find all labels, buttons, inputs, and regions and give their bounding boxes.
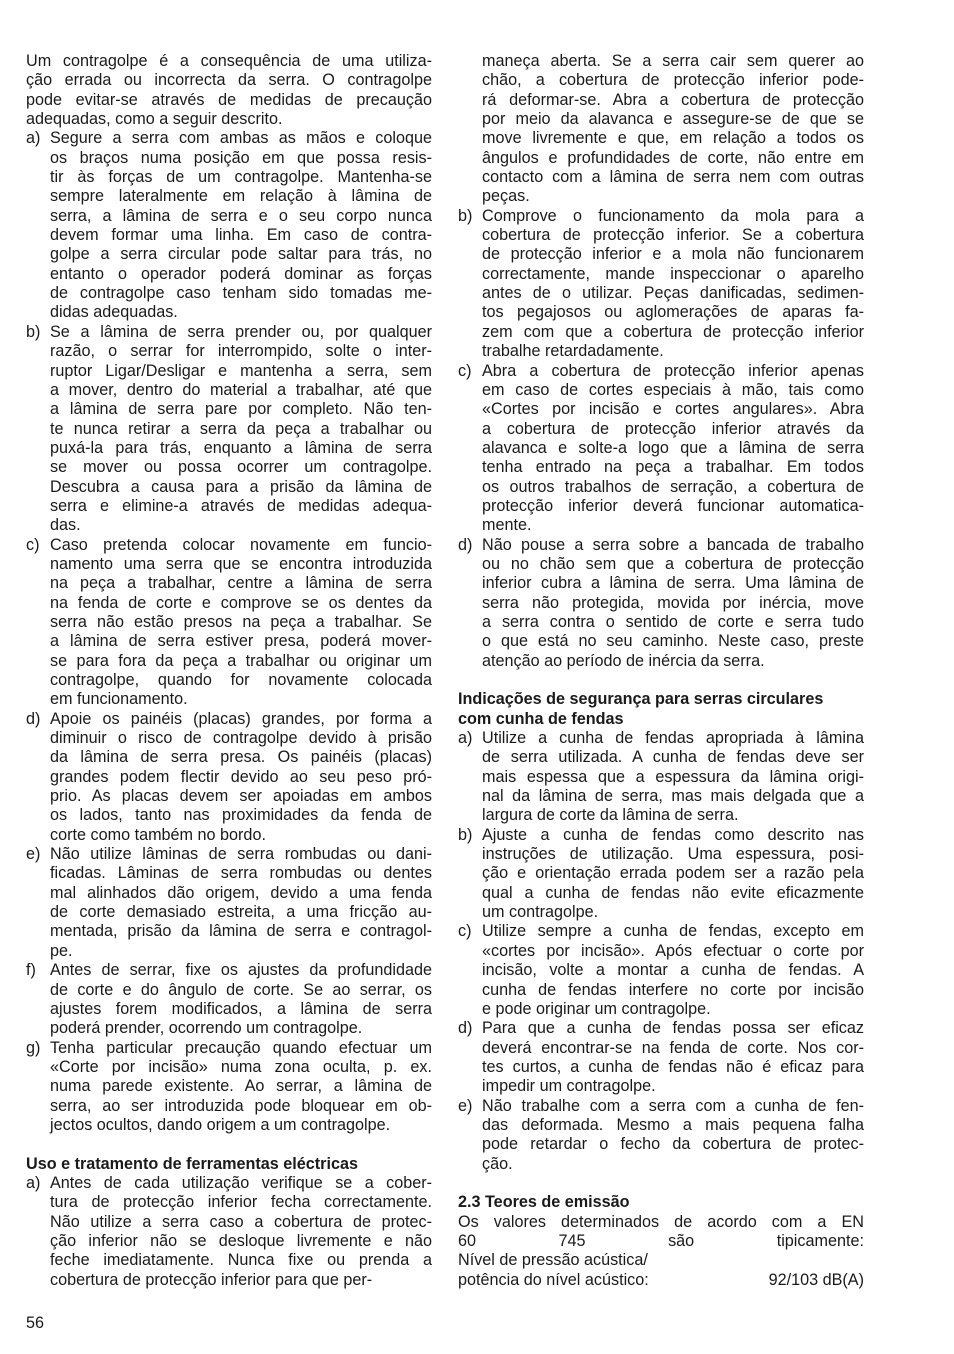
- list-item-text: [482, 922, 864, 1019]
- text-line: pode evitar-se através de medidas de precaução: [26, 90, 432, 109]
- text-line: tir às forças de um contragolpe. Mantenha-se: [50, 168, 432, 187]
- spacer: [458, 1174, 864, 1193]
- text-line: cobertura de protecção inferior para que per-: [50, 1270, 373, 1289]
- text-line: Não utilize lâminas de serra rombudas ou dani-: [50, 845, 432, 864]
- list-item: [458, 1019, 864, 1096]
- list-item-label: c): [458, 361, 472, 380]
- list-item-text: [482, 207, 864, 362]
- text-line: Apoie os painéis (placas) grandes, por forma a: [50, 709, 432, 728]
- text-line: um contragolpe.: [482, 903, 599, 922]
- list-item: [458, 536, 864, 671]
- text-line: na peça a trabalhar, centre a lâmina de serra: [50, 574, 432, 593]
- spacer: [458, 671, 864, 690]
- text-line: prio. As placas devem ser apoiadas em ambos: [50, 787, 432, 806]
- text-line: serra, ao ser introduzida pode bloquear em ob-: [50, 1096, 432, 1115]
- text-line: didas adequadas.: [50, 303, 178, 322]
- text-line: se para fora da peça a trabalhar ou originar um: [50, 651, 432, 670]
- text-line: mais espessa que a espessura da lâmina origi-: [482, 767, 864, 786]
- list-item-label: a): [458, 729, 473, 748]
- text-line: antes de o utilizar. Peças danificadas, sedimen-: [482, 284, 864, 303]
- text-line: de contragolpe caso tenham sido tomadas me-: [50, 284, 432, 303]
- text-line: ruptor Ligar/Desligar e mantenha a serra, sem: [50, 361, 432, 380]
- text-line: de corte demasiado estreita, a uma fricção au-: [50, 903, 432, 922]
- text-line: Os valores determinados de acordo com a EN: [458, 1212, 864, 1231]
- list-item-label: g): [26, 1038, 41, 1057]
- section-heading: Uso e tratamento de ferramentas eléctricas: [26, 1154, 358, 1173]
- list-item-text: [50, 323, 432, 536]
- text-line: ou no chão sem que a cobertura de protecção: [482, 554, 864, 573]
- text-line: serra não estão presos na peça a trabalhar. Se: [50, 612, 432, 631]
- text-line: peças.: [482, 187, 530, 206]
- list-item: [26, 1174, 432, 1290]
- list-item-text: [482, 729, 864, 826]
- list-item-text: [50, 1174, 432, 1290]
- list-item-text: [50, 536, 432, 710]
- text-line: Antes de serrar, fixe os ajustes da profundidade: [50, 961, 432, 980]
- text-line: Não pouse a serra sobre a bancada de trabalho: [482, 535, 864, 554]
- text-line: zem com que a cobertura de protecção inferior: [482, 322, 864, 341]
- text-line: ângulos e profundidades de corte, não entre em: [482, 148, 864, 167]
- list-item: [458, 922, 864, 1019]
- text-line: corte como também no bordo.: [50, 825, 266, 844]
- heading-line: com cunha de fendas: [458, 709, 624, 728]
- list-item-text: [482, 1097, 864, 1174]
- text-line: move livremente e que, em relação a todos os: [482, 129, 864, 148]
- text-line: a lâmina de serra pare por completo. Não ten-: [50, 400, 432, 419]
- text-line: a mover, dentro do material a trabalhar, até que: [50, 380, 432, 399]
- list-item: [458, 826, 864, 923]
- list-item-label: d): [26, 709, 41, 728]
- text-line: de serra utilizada. A cunha de fendas deve ser: [482, 748, 864, 767]
- emission-label: potência do nível acústico:: [458, 1270, 649, 1289]
- emission-value-row: [458, 1271, 864, 1290]
- list-item: [458, 729, 864, 826]
- text-line: diminuir o risco de contragolpe devido à prisão: [50, 729, 432, 748]
- text-line: incisão, volte a montar a cunha de fendas. A: [482, 961, 864, 980]
- text-line: tos pegajosos ou aglomerações de aparas fa-: [482, 303, 864, 322]
- list-item-label: f): [26, 961, 36, 980]
- text-line: qual a cunha de fendas não evite eficazmente: [482, 883, 864, 902]
- list-item-text: [50, 845, 432, 961]
- list-item-label: e): [458, 1096, 473, 1115]
- text-line: tenha entrado na peça a trabalhar. Em todos: [482, 458, 864, 477]
- intro-paragraph: [26, 52, 432, 129]
- text-line: sempre lateralmente em relação à lâmina de: [50, 187, 432, 206]
- page-number: 56: [26, 1314, 45, 1332]
- text-line: pe.: [50, 941, 73, 960]
- list-item: [26, 129, 432, 322]
- text-line: contragolpe, quando for novamente colocada: [50, 671, 432, 689]
- list-item-label: a): [26, 129, 41, 148]
- text-line: se mover ou possa ocorrer um contragolpe.: [50, 458, 432, 477]
- text-line: feche imediatamente. Nunca fixe ou prenda a: [50, 1251, 432, 1270]
- text-line: cobertura de protecção inferior. Se a cobertura: [482, 226, 864, 245]
- right-column: [458, 52, 864, 1290]
- text-line: instruções de utilização. Uma espessura, posi-: [482, 845, 864, 864]
- text-line: das deformada. Mesmo a mais pequena falha: [482, 1115, 864, 1134]
- text-line: Utilize sempre a cunha de fendas, excepto em: [482, 922, 864, 941]
- text-line: contacto com a lâmina de serra nem com outras: [482, 168, 864, 187]
- text-line: razão, o serrar for interrompido, solte o inter-: [50, 342, 432, 361]
- heading-line: Indicações de segurança para serras circulares: [458, 690, 824, 709]
- text-line: ção e orientação errada podem ser a razão pela: [482, 864, 864, 883]
- text-line: maneça aberta. Se a serra cair sem querer ao: [482, 52, 864, 70]
- text-line: devem formar uma linha. Em caso de contra-: [50, 226, 432, 245]
- text-line: serra, a lâmina de serra e o seu corpo nunca: [50, 206, 432, 225]
- list-item-text: [482, 536, 864, 671]
- text-line: trabalhe retardadamente.: [482, 342, 664, 361]
- list-item: [26, 710, 432, 845]
- text-line: cunha de fendas interfere no corte por incisão: [482, 980, 864, 999]
- list-item-text: [482, 1019, 864, 1096]
- list-item-label: a): [26, 1173, 41, 1192]
- list-item-label: b): [458, 206, 473, 225]
- text-line: mentada, prisão da lâmina de serra e contragol-: [50, 922, 432, 941]
- text-line: a lâmina de serra estiver presa, poderá mover-: [50, 632, 432, 651]
- text-line: Abra a cobertura de protecção inferior apenas: [482, 361, 864, 380]
- text-line: a cobertura de protecção inferior através da: [482, 419, 864, 438]
- text-line: e pode originar um contragolpe.: [482, 999, 711, 1018]
- text-line: namento uma serra que se encontra introduzida: [50, 554, 432, 573]
- text-line: puxá-la para trás, enquanto a lâmina de serra: [50, 438, 432, 457]
- emission-value: 92/103 dB(A): [768, 1270, 864, 1289]
- list-item: [458, 207, 864, 362]
- text-line: tura de protecção inferior fecha correctamente.: [50, 1193, 432, 1212]
- text-line: de corte e do ângulo de corte. Se ao serrar, os: [50, 980, 432, 999]
- text-line: ção errada ou incorrecta da serra. O contragolpe: [26, 71, 432, 90]
- spacer: [26, 1135, 432, 1154]
- text-line: de protecção inferior e a mola não funcionarem: [482, 245, 864, 264]
- text-line: o que está no seu caminho. Neste caso, preste: [482, 632, 864, 651]
- text-line: em caso de cortes especiais à mão, tais como: [482, 380, 864, 399]
- text-line: entanto o operador poderá dominar as forças: [50, 264, 432, 283]
- section-heading: [458, 690, 864, 729]
- emission-paragraph: [458, 1213, 864, 1271]
- text-line: ção.: [482, 1154, 513, 1173]
- text-line: da lâmina de serra presa. Os painéis (placas): [50, 748, 432, 767]
- text-line: mal alinhados dão origem, devido a uma fenda: [50, 883, 432, 902]
- list-item-text: [482, 826, 864, 923]
- text-line: Um contragolpe é a consequência de uma utiliza-: [26, 52, 432, 70]
- text-line: numa parede existente. Ao serrar, a lâmina de: [50, 1077, 432, 1096]
- list-item: [26, 323, 432, 536]
- text-line: os lados, tanto nas proximidades da fenda de: [50, 806, 432, 825]
- text-line: protecção inferior deverá funcionar automatica-: [482, 496, 864, 515]
- text-line: Utilize a cunha de fendas apropriada à lâmina: [482, 729, 864, 748]
- list-item-text: [482, 52, 864, 207]
- text-line: grandes podem flectir devido ao seu peso pró-: [50, 767, 432, 786]
- text-line: Segure a serra com ambas as mãos e coloque: [50, 129, 432, 148]
- text-line: Para que a cunha de fendas possa ser eficaz: [482, 1019, 864, 1038]
- list-item: [458, 1097, 864, 1174]
- list-item-text: [50, 1039, 432, 1136]
- text-line: alavanca e solte-a logo que a lâmina de serra: [482, 438, 864, 457]
- text-line: mente.: [482, 516, 532, 535]
- text-line: serra não protegida, movida por inércia, move: [482, 593, 864, 612]
- text-line: a serra contra o sentido de corte e serra tudo: [482, 612, 864, 631]
- list-item: [26, 1039, 432, 1136]
- text-line: Tenha particular precaução quando efectuar um: [50, 1038, 432, 1057]
- text-line: ajustes forem modificados, a lâmina de serra: [50, 999, 432, 1018]
- list-item-label: c): [26, 535, 40, 554]
- list-item-text: [50, 129, 432, 322]
- text-line: Descubra a causa para a prisão da lâmina de: [50, 477, 432, 496]
- left-column: [26, 52, 432, 1290]
- text-line: Ajuste a cunha de fendas como descrito nas: [482, 825, 864, 844]
- list-item-label: b): [26, 322, 41, 341]
- list-item-label: e): [26, 845, 41, 864]
- text-line: impedir um contragolpe.: [482, 1077, 656, 1096]
- text-line: inferior cubra a lâmina de serra. Uma lâmina de: [482, 574, 864, 593]
- text-line: ção inferior não se desloque livremente e não: [50, 1231, 432, 1250]
- text-line: «Cortes por incisão e cortes angulares». Abra: [482, 400, 864, 419]
- list-item-label: d): [458, 535, 473, 554]
- text-line: «cortes por incisão». Após efectuar o corte por: [482, 941, 864, 960]
- list-item: [458, 362, 864, 536]
- text-line: em funcionamento.: [50, 690, 188, 709]
- text-line: jectos ocultos, dando origem a um contragolpe.: [50, 1115, 391, 1134]
- text-line: golpe a serra circular pode saltar para trás, no: [50, 245, 432, 264]
- text-line: adequadas, como a seguir descrito.: [26, 110, 283, 129]
- list-item: [26, 536, 432, 710]
- text-line: Caso pretenda colocar novamente em funcio-: [50, 535, 432, 554]
- list-item-label: b): [458, 825, 473, 844]
- text-line: Não trabalhe com a serra com a cunha de fen-: [482, 1096, 864, 1115]
- list-item-label: d): [458, 1019, 473, 1038]
- text-line: Nível de pressão acústica/: [458, 1251, 648, 1270]
- text-line: rá deformar-se. Abra a cobertura de protecção: [482, 90, 864, 109]
- list-item-continuation: [458, 52, 864, 207]
- text-line: chão, a cobertura de protecção inferior pode-: [482, 71, 864, 90]
- text-line: nal da lâmina de serra, mas mais delgada que a: [482, 787, 864, 806]
- text-line: Se a lâmina de serra prender ou, por qualquer: [50, 322, 432, 341]
- text-line: poderá prender, ocorrendo um contragolpe.: [50, 1019, 363, 1038]
- text-line: os outros trabalhos de serração, a cobertura de: [482, 477, 864, 496]
- text-line: os braços numa posição em que possa resis-: [50, 148, 432, 167]
- text-line: tes curtos, a cunha de fendas não é eficaz para: [482, 1057, 864, 1076]
- text-line: pode retardar o fecho da cobertura de protec-: [482, 1135, 864, 1154]
- text-line: serra e elimine-a através de medidas adequa-: [50, 496, 432, 515]
- text-line: Não utilize a serra caso a cobertura de protec-: [50, 1212, 432, 1231]
- text-line: das.: [50, 516, 81, 535]
- text-line: correctamente, mande inspeccionar o aparelho: [482, 264, 864, 283]
- text-line: na fenda de corte e comprove se os dentes da: [50, 593, 432, 612]
- text-line: 60 745 são tipicamente:: [458, 1231, 864, 1250]
- section-heading-emission: 2.3 Teores de emissão: [458, 1193, 630, 1212]
- list-item-text: [482, 362, 864, 536]
- text-line: deverá encontrar-se na fenda de corte. Nos cor-: [482, 1038, 864, 1057]
- text-line: Comprove o funcionamento da mola para a: [482, 206, 864, 225]
- list-item-text: [50, 710, 432, 845]
- list-item-text: [50, 961, 432, 1038]
- list-item: [26, 961, 432, 1038]
- list-item: [26, 845, 432, 961]
- list-item-label: c): [458, 922, 472, 941]
- text-line: ficadas. Lâminas de serra rombudas ou dentes: [50, 864, 432, 883]
- text-line: Antes de cada utilização verifique se a cober-: [50, 1173, 432, 1192]
- text-line: «Corte por incisão» numa zona oculta, p. ex.: [50, 1057, 432, 1076]
- text-line: largura de corte da lâmina de serra.: [482, 806, 739, 825]
- indent: [458, 52, 482, 207]
- text-line: atenção ao período de inércia da serra.: [482, 651, 765, 670]
- text-line: por meio da alavanca e assegure-se de que se: [482, 110, 864, 129]
- text-line: te nunca retirar a serra da peça a trabalhar ou: [50, 419, 432, 438]
